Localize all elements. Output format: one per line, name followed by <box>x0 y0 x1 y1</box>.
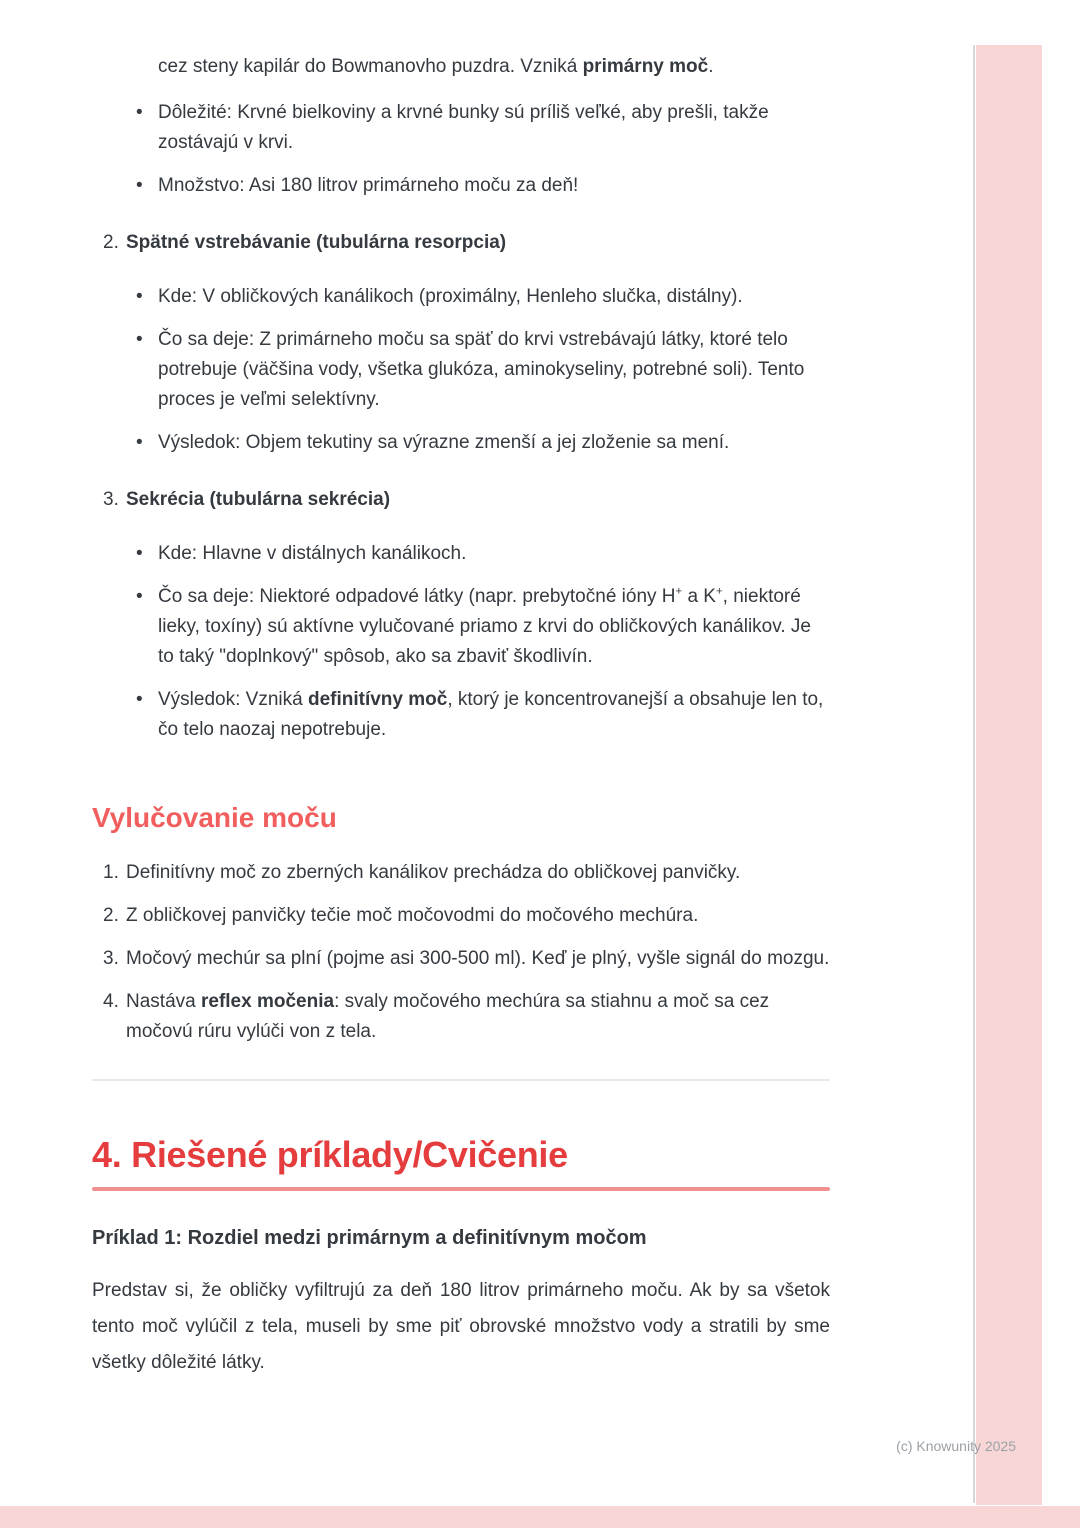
document-body <box>92 0 830 1381</box>
list-item <box>92 582 830 672</box>
subsection-heading-excretion: Vylučovanie moču <box>92 802 337 833</box>
list-item-text: Kde: V obličkových kanálikoch (proximálny, Henleho slučka, distálny). <box>158 286 743 307</box>
item-number: 2. <box>103 232 119 253</box>
step-number: 4. <box>103 991 119 1012</box>
example-paragraph: Predstav si, že obličky vyfiltrujú za deň 180 litrov primárneho moču. Ak by sa všetok tento moč vylúčil z tela, museli by sme piť obrovské množstvo vody a stratili by sme všetky dôležité látky. <box>92 1280 830 1373</box>
list-item-text: Množstvo: Asi 180 litrov primárneho moču za deň! <box>158 175 579 196</box>
list-item <box>92 325 830 415</box>
bullet-icon: • <box>136 329 143 350</box>
item-number: 3. <box>103 489 119 510</box>
step-text: Nastáva reflex močenia: svaly močového mechúra sa stiahnu a moč sa cez močovú rúru vylúči von z tela. <box>126 991 770 1042</box>
list-item <box>92 685 830 745</box>
page-edge-line <box>973 45 975 1503</box>
list-item <box>92 858 830 888</box>
bullet-icon: • <box>136 543 143 564</box>
numbered-heading-resorption <box>92 228 830 258</box>
list-item <box>92 987 830 1047</box>
step-text: Definitívny moč zo zberných kanálikov prechádza do obličkovej panvičky. <box>126 862 741 883</box>
list-item-text: Kde: Hlavne v distálnych kanálikoch. <box>158 543 467 564</box>
list-item-text: Výsledok: Objem tekutiny sa výrazne zmenší a jej zloženie sa mení. <box>158 432 730 453</box>
paragraph-continuation: cez steny kapilár do Bowmanovho puzdra. Vzniká primárny moč. <box>158 56 714 77</box>
filtration-notes-list <box>92 98 830 201</box>
excretion-steps-list <box>92 858 830 1047</box>
bullet-icon: • <box>136 689 143 710</box>
secretion-notes-list <box>92 539 830 745</box>
heading-underline <box>92 1187 830 1191</box>
list-item <box>92 171 830 201</box>
item-title: Spätné vstrebávanie (tubulárna resorpcia) <box>126 232 507 253</box>
step-number: 1. <box>103 862 119 883</box>
bottom-bar-decoration <box>0 1506 1080 1528</box>
bullet-icon: • <box>136 286 143 307</box>
resorption-notes-list <box>92 282 830 458</box>
step-number: 2. <box>103 905 119 926</box>
side-stripe-decoration <box>976 45 1042 1505</box>
list-item-text: Čo sa deje: Niektoré odpadové látky (napr. prebytočné ióny H+ a K+, niektoré lieky, toxíny) sú aktívne vylučované priamo z krvi do obličkových kanálikov. Je to taký "doplnkový" spôsob, ako sa zbaviť škodlivín. <box>158 585 811 667</box>
bullet-icon: • <box>136 432 143 453</box>
numbered-heading-secretion <box>92 485 830 515</box>
copyright-text: (c) Knowunity 2025 <box>896 1438 1016 1454</box>
example-title: Príklad 1: Rozdiel medzi primárnym a definitívnym močom <box>92 1227 647 1249</box>
list-item <box>92 944 830 974</box>
section-heading: 4. Riešené príklady/Cvičenie <box>92 1134 568 1175</box>
step-text: Z obličkovej panvičky tečie moč močovodmi do močového mechúra. <box>126 905 699 926</box>
bullet-icon: • <box>136 102 143 123</box>
list-item <box>92 901 830 931</box>
step-number: 3. <box>103 948 119 969</box>
list-item-text: Dôležité: Krvné bielkoviny a krvné bunky sú príliš veľké, aby prešli, takže zostávajú v krvi. <box>158 102 769 153</box>
list-item <box>92 428 830 458</box>
list-item <box>92 539 830 569</box>
section-divider <box>92 1079 830 1081</box>
list-item-text: Výsledok: Vzniká definitívny moč, ktorý je koncentrovanejší a obsahuje len to, čo telo naozaj nepotrebuje. <box>158 689 824 740</box>
list-item <box>92 282 830 312</box>
bullet-icon: • <box>136 175 143 196</box>
list-item <box>92 98 830 158</box>
list-item-text: Čo sa deje: Z primárneho moču sa späť do krvi vstrebávajú látky, ktoré telo potrebuje (väčšina vody, všetka glukóza, aminokyseliny, potrebné soli). Tento proces je veľmi selektívny. <box>158 329 805 410</box>
item-title: Sekrécia (tubulárna sekrécia) <box>126 489 391 510</box>
bullet-icon: • <box>136 586 143 607</box>
step-text: Močový mechúr sa plní (pojme asi 300-500 ml). Keď je plný, vyšle signál do mozgu. <box>126 948 830 969</box>
